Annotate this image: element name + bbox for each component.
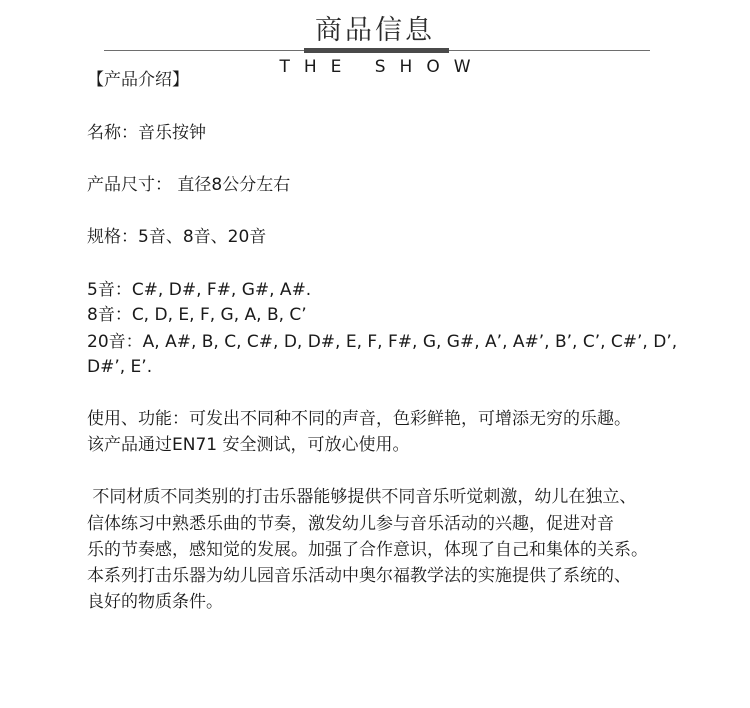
notes-20-tone-line2: D#’, E’. xyxy=(87,357,153,377)
description-line-5: 良好的物质条件。 xyxy=(87,592,223,612)
product-spec: 规格：5音、8音、20音 xyxy=(87,227,267,247)
usage-line-2: 该产品通过EN71 安全测试，可放心使用。 xyxy=(87,435,410,455)
notes-5-tone: 5音：C#, D#, F#, G#, A#. xyxy=(87,280,312,300)
page-subtitle: THE SHOW xyxy=(279,57,485,77)
notes-20-tone-line1: 20音：A, A#, B, C, C#, D, D#, E, F, F#, G, G#, A’, A#’, B’, C’, C#’, D’, xyxy=(87,332,678,352)
header-accent-bar xyxy=(304,48,449,53)
usage-line-1: 使用、功能：可发出不同种不同的声音，色彩鲜艳，可增添无穷的乐趣。 xyxy=(87,409,631,429)
product-name: 名称：音乐按钟 xyxy=(87,123,206,143)
product-size: 产品尺寸： 直径8公分左右 xyxy=(87,175,291,195)
description-line-4: 本系列打击乐器为幼儿园音乐活动中奥尔福教学法的实施提供了系统的、 xyxy=(87,566,631,586)
description-line-3: 乐的节奏感，感知觉的发展。加强了合作意识，体现了自己和集体的关系。 xyxy=(87,540,648,560)
notes-8-tone: 8音：C, D, E, F, G, A, B, C’ xyxy=(87,305,307,325)
page-title: 商品信息 xyxy=(315,15,435,46)
section-heading: 【产品介绍】 xyxy=(87,70,189,90)
description-line-1: 不同材质不同类别的打击乐器能够提供不同音乐听觉刺激，幼儿在独立、 xyxy=(87,487,637,507)
description-line-2: 信体练习中熟悉乐曲的节奏，激发幼儿参与音乐活动的兴趣，促进对音 xyxy=(87,514,614,534)
